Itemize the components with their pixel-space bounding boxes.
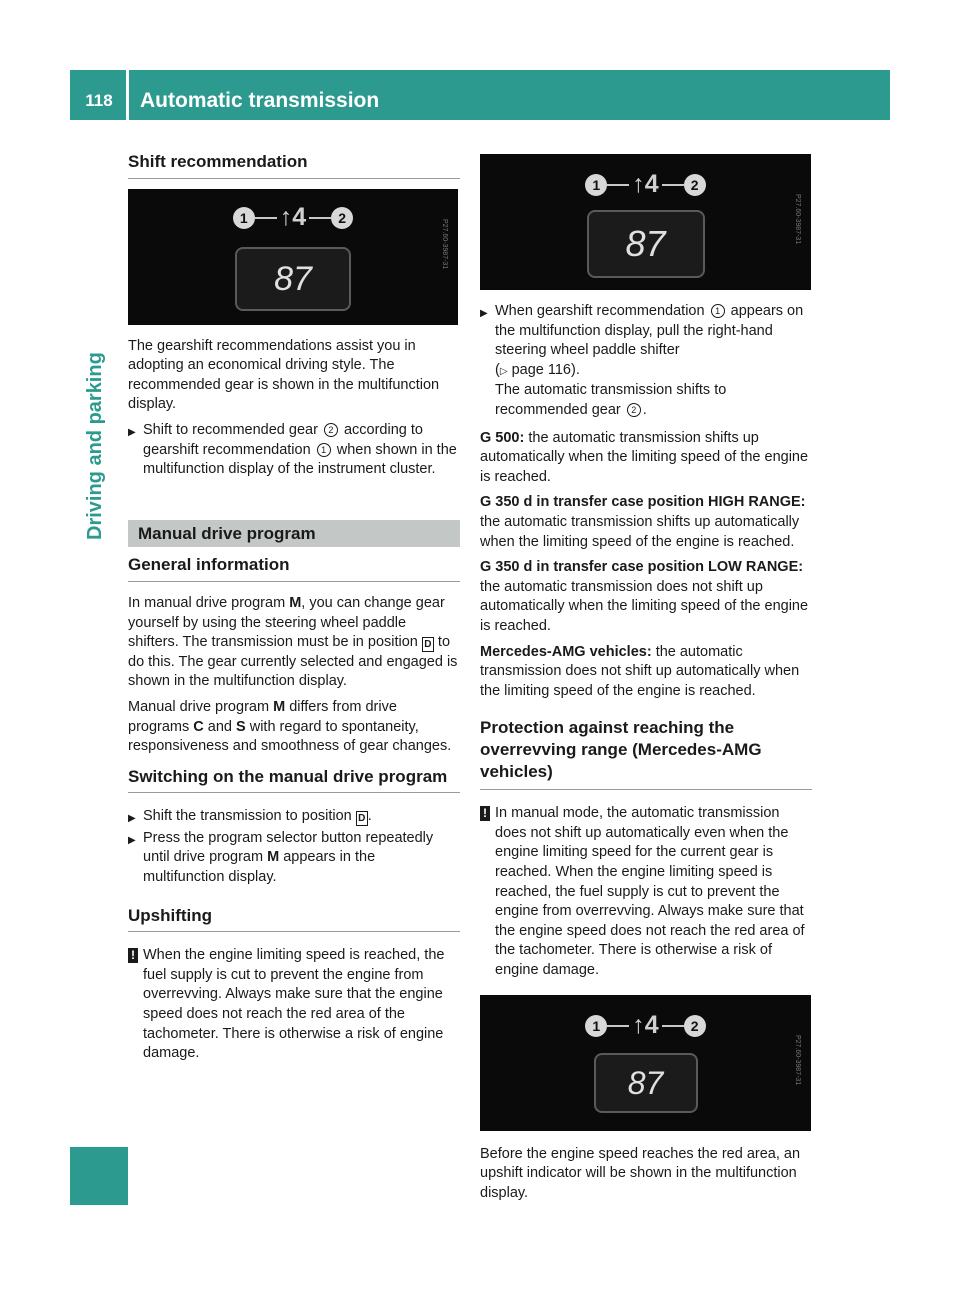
manual-drive-band: Manual drive program (128, 520, 460, 548)
program-m: M (289, 594, 302, 611)
display-image-code: P27.60-3987-31 (794, 194, 801, 245)
protection-heading: Protection against reaching the overrevving range (Mercedes-AMG vehicles) (480, 717, 812, 790)
text: to do this. The gear currently selected and engaged is shown in the multifunction display. (128, 634, 458, 690)
text: with regard to spontaneity, responsiveness and smoothness of gear changes. (128, 718, 452, 755)
display-callout-1: 1 (233, 207, 255, 229)
warning-icon: ! (480, 806, 490, 821)
display-line (255, 217, 277, 219)
switching-on-heading: Switching on the manual drive program (128, 767, 460, 794)
text: , you can change gear yourself by using the steering wheel paddle shifters. The transmission must be in position (128, 594, 445, 651)
side-tab (70, 125, 128, 1147)
callout-2-icon: 2 (324, 423, 338, 437)
inst-text: appears in the multifunction display. (143, 849, 376, 886)
amg-label: Mercedes-AMG vehicles: (480, 643, 652, 660)
side-tab-label (84, 508, 106, 540)
display-speed-box: 87 (235, 247, 351, 311)
inst-text: according to gearshift recommendation (143, 421, 423, 458)
inst-text: Shift the transmission to position (143, 808, 352, 825)
text: the automatic transmission does not shift up automatically when the limiting speed of the engine is reached. (480, 578, 809, 634)
amg-paragraph (480, 643, 812, 702)
left-column (128, 152, 460, 1064)
display-line (607, 1025, 629, 1027)
general-paragraph-1 (128, 594, 460, 692)
d-position-icon: D (356, 811, 368, 826)
display-gear-value: ↑4 (279, 202, 307, 231)
shift-rec-instruction (128, 421, 460, 480)
text: the automatic transmission shifts up automatically when the limiting speed of the engine is reached. (480, 513, 800, 550)
text: In manual drive program (128, 594, 286, 611)
page-title: Automatic transmission (140, 89, 380, 112)
d-position-icon: D (422, 637, 434, 652)
display-gear-value: ↑4 (632, 1010, 659, 1039)
warning-icon: ! (128, 948, 138, 963)
inst-text: Press the program selector button repeatedly until drive program (143, 829, 434, 866)
display-image-code: P27.60-3987-31 (794, 1034, 801, 1085)
g500-label: G 500: (480, 429, 525, 446)
text: the automatic transmission shifts up automatically when the limiting speed of the engine is reached. (480, 429, 809, 485)
high-range-paragraph (480, 493, 812, 552)
switch-instruction-1: ▶ Shift the transmission to position D . (128, 807, 460, 827)
text: Manual drive program (128, 698, 270, 715)
shift-recommendation-heading: Shift recommendation (128, 152, 460, 179)
upshifting-heading: Upshifting (128, 906, 460, 933)
inst-text: When gearshift recommendation (495, 303, 705, 319)
gearshift-display-image (128, 189, 458, 325)
program-m: M (273, 698, 286, 715)
display-image-code: P27.60-3987-31 (441, 218, 448, 269)
general-paragraph-2 (128, 698, 460, 757)
program-c: C (193, 718, 204, 735)
upshifting-warning (128, 946, 460, 1064)
warning-text: In manual mode, the automatic transmission does not shift up automatically even when the engine limiting speed for the current gear is reached. When the engine limiting speed is reached, the fuel supply is cut to prevent the engine from overrevving. Always make sure that the engine speed does not reach the red area of the tachometer. There is otherwise a risk of engine damage. (495, 805, 805, 979)
inst-text: The automatic transmission shifts to recommended gear (495, 382, 727, 418)
low-range-label: G 350 d in transfer case position LOW RANGE: (480, 559, 804, 576)
right-column (480, 154, 812, 1209)
program-m: M (267, 849, 280, 866)
final-paragraph: Before the engine speed reaches the red area, an upshift indicator will be shown in the multifunction display. (480, 1145, 801, 1201)
text: the automatic transmission does not shift up automatically when the limiting speed of the engine is reached. (480, 643, 800, 699)
page-number: 118 (85, 91, 113, 110)
upshift-display-image (480, 995, 811, 1131)
header-separator (126, 70, 129, 120)
display-line (662, 184, 684, 186)
text: and (207, 718, 232, 735)
callout-1-icon: 1 (317, 443, 331, 457)
display-speed-box: 87 (587, 210, 705, 278)
display-gear-row (128, 202, 458, 231)
display-callout-2: 2 (684, 1015, 706, 1037)
program-s: S (236, 718, 246, 735)
warning-text: When the engine limiting speed is reached, the fuel supply is cut to prevent the engine from overrevving. Always make sure that the engine speed does not reach the red area of the tachometer. There is otherwise a risk of engine damage. (143, 947, 445, 1062)
high-range-label: G 350 d in transfer case position HIGH RANGE: (480, 494, 806, 511)
display-gear-value: ↑4 (632, 170, 659, 199)
display-callout-2: 2 (331, 207, 353, 229)
gearshift-display-image (480, 154, 811, 290)
display-callout-1: 1 (585, 1015, 607, 1037)
shift-rec-paragraph: The gearshift recommendations assist you in adopting an economical driving style. The recommended gear is shown in the multifunction display. (128, 337, 440, 413)
general-info-heading: General information (128, 555, 460, 582)
page-reference[interactable]: page 116 (511, 361, 571, 378)
display-callout-1: 1 (585, 174, 607, 196)
display-callout-2: 2 (684, 174, 706, 196)
inst-text: appears on the multifunction display, pull the right-hand steering wheel paddle shifter (495, 303, 804, 359)
callout-2-icon: 2 (627, 403, 641, 417)
low-range-paragraph (480, 558, 812, 636)
protection-warning (480, 804, 812, 980)
switch-instruction-2 (128, 829, 460, 888)
display-gear-row (480, 1010, 811, 1039)
inst-text: when shown in the multifunction display of the instrument cluster. (143, 441, 457, 478)
recommendation-instruction: ▶ When gearshift recommendation 1 appears on the multifunction display, pull the right-hand steering wheel paddle shifter (▷ page 116). The automatic transmission shifts to recommended gear 2 . (480, 302, 812, 421)
side-tab-block (70, 1147, 128, 1205)
display-line (607, 184, 629, 186)
display-speed-box: 87 (594, 1053, 698, 1113)
display-gear-row (480, 170, 811, 199)
callout-1-icon: 1 (711, 304, 725, 318)
display-line (662, 1025, 684, 1027)
g500-paragraph (480, 429, 812, 488)
text: differs from drive programs (128, 698, 397, 735)
inst-text: Shift to recommended gear (143, 421, 318, 438)
page-ref-arrow-icon: ▷ (499, 365, 508, 377)
display-line (309, 217, 331, 219)
